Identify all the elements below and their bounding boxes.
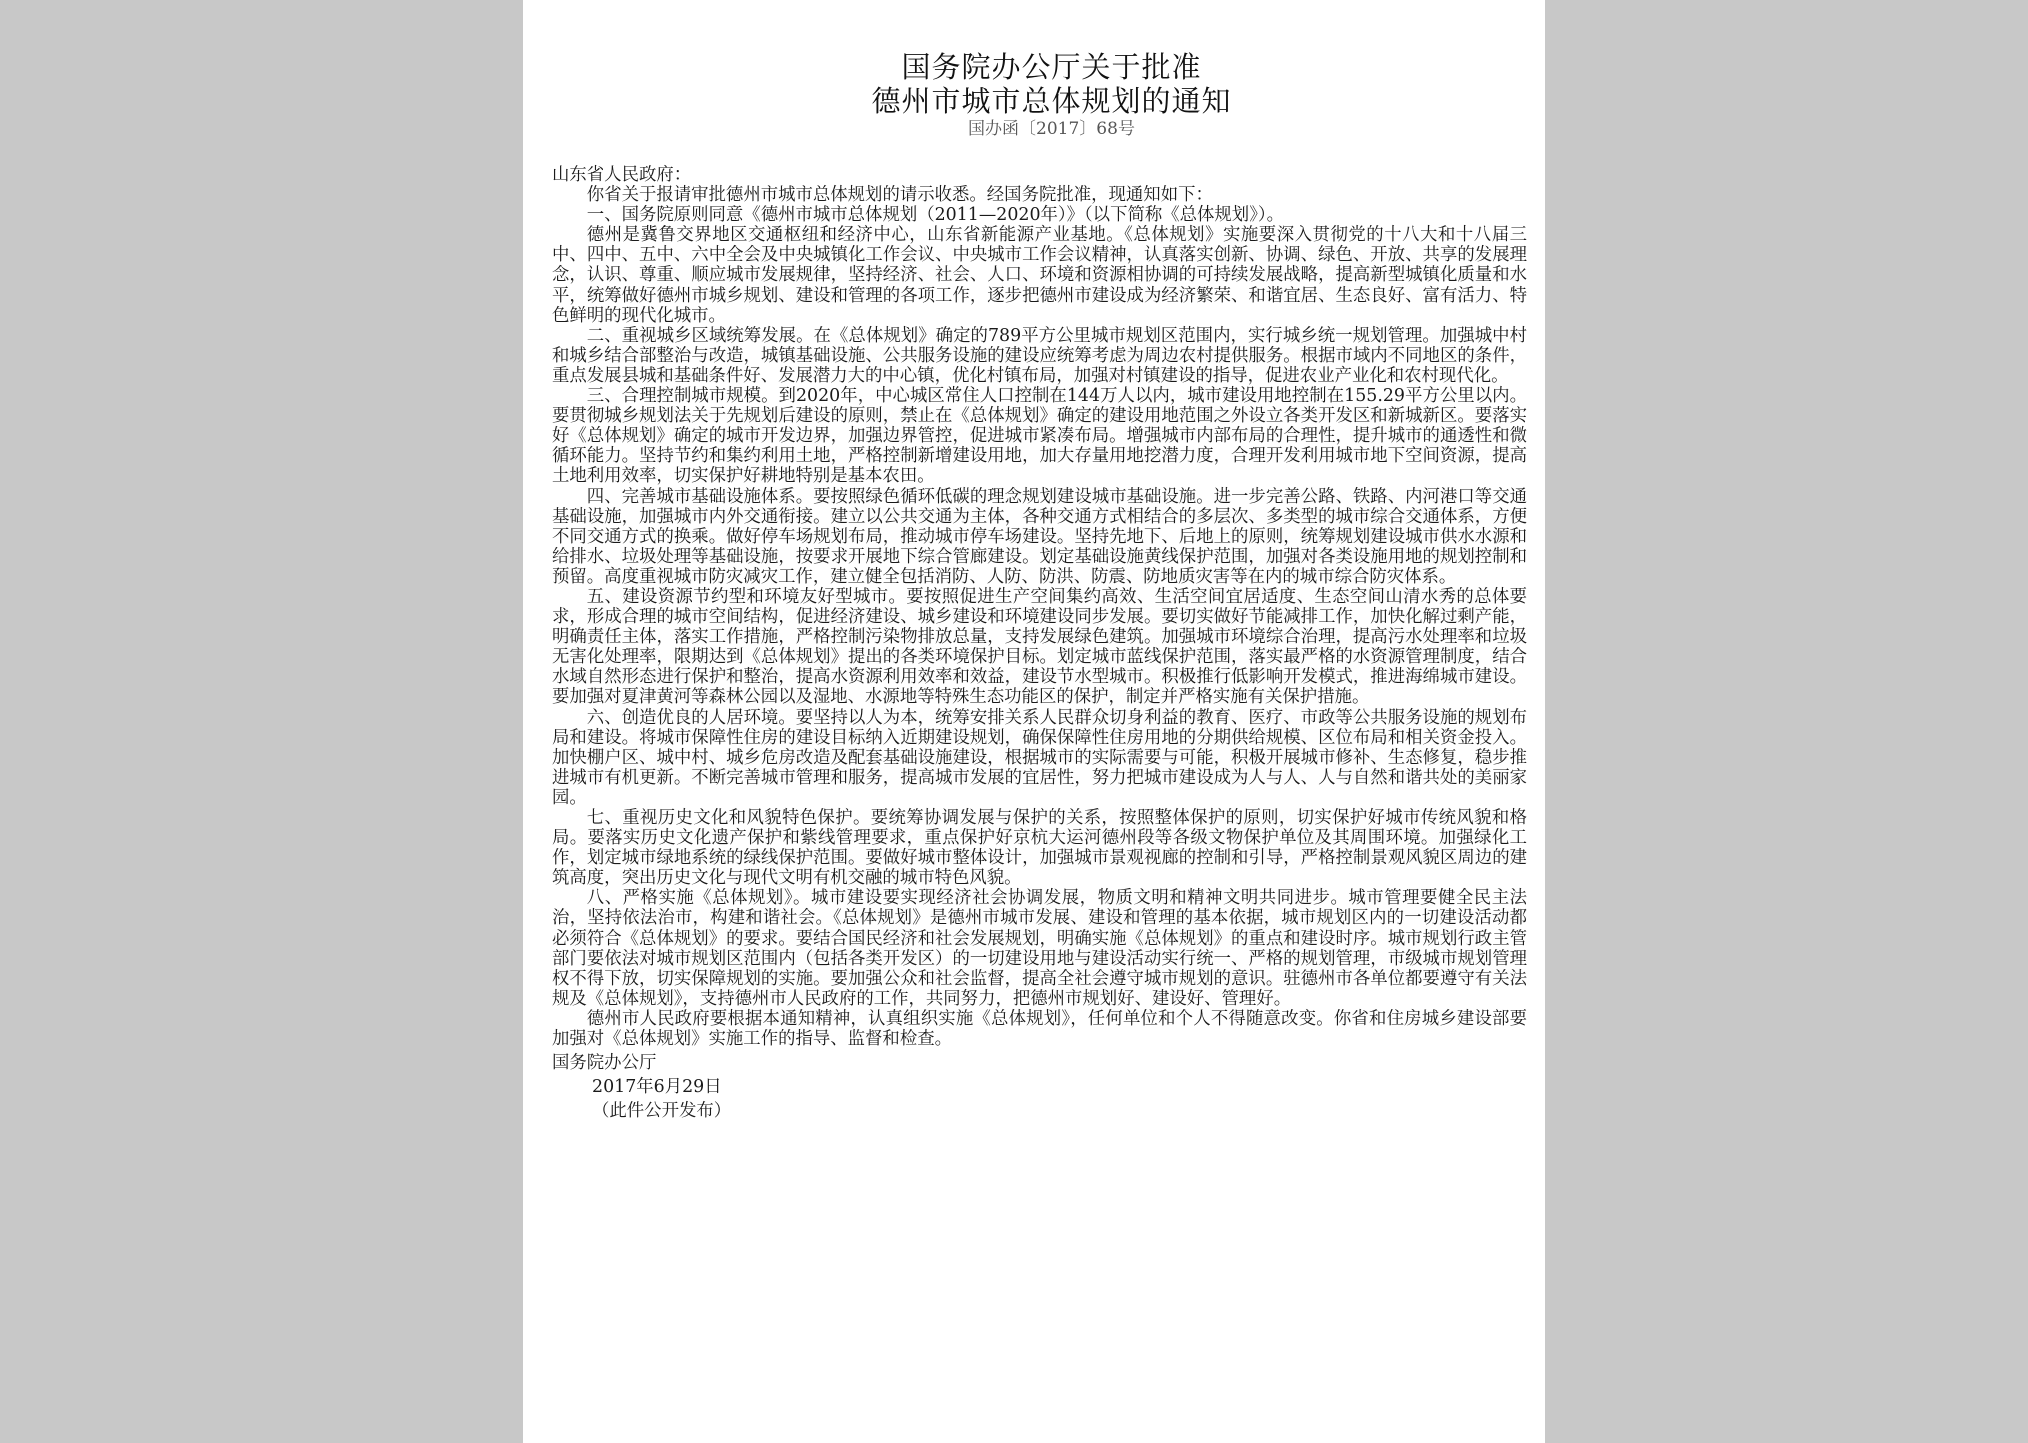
document-page xyxy=(523,0,1545,1443)
publication-note: （此件公开发布） xyxy=(592,1101,732,1122)
paragraph: 六、创造优良的人居环境。要坚持以人为本，统筹安排关系人民群众切身利益的教育、医疗、市政等公共服务设施的规划布局和建设。将城市保障性住房的建设目标纳入近期建设规划，确保保障性住房用地的分期供给规模、区位布局和相关资金投入。加快棚户区、城中村、城乡危房改造及配套基础设施建设，根据城市的实际需要与可能，积极开展城市修补、生态修复，稳步推进城市有机更新。不断完善城市管理和服务，提高城市发展的宜居性，努力把城市建设成为人与人、人与自然和谐共处的美丽家园。 xyxy=(552,707,1527,808)
paragraph: 七、重视历史文化和风貌特色保护。要统筹协调发展与保护的关系，按照整体保护的原则，切实保护好城市传统风貌和格局。要落实历史文化遗产保护和紫线管理要求，重点保护好京杭大运河德州段等各级文物保护单位及其周围环境。加强绿化工作，划定城市绿地系统的绿线保护范围。要做好城市整体设计，加强城市景观视廊的控制和引导，严格控制景观风貌区周边的建筑高度，突出历史文化与现代文明有机交融的城市特色风貌。 xyxy=(552,808,1527,889)
paragraph: 德州市人民政府要根据本通知精神，认真组织实施《总体规划》，任何单位和个人不得随意改变。你省和住房城乡建设部要加强对《总体规划》实施工作的指导、监督和检查。 xyxy=(552,1008,1527,1050)
document-body xyxy=(552,165,1527,1123)
salutation: 山东省人民政府： xyxy=(552,165,692,185)
title-line-2: 德州市城市总体规划的通知 xyxy=(871,84,1232,118)
paragraph: 你省关于报请审批德州市城市总体规划的请示收悉。经国务院批准，现通知如下： xyxy=(586,185,1213,206)
paragraph: 八、严格实施《总体规划》。城市建设要实现经济社会协调发展，物质文明和精神文明共同进步。城市管理要健全民主法治，坚持依法治市，构建和谐社会。《总体规划》是德州市城市发展、建设和管理的基本依据，城市规划区内的一切建设活动都必须符合《总体规划》的要求。要结合国民经济和社会发展规划，明确实施《总体规划》的重点和建设时序。城市规划行政主管部门要依法对城市规划区范围内（包括各类开发区）的一切建设用地与建设活动实行统一、严格的规划管理，市级城市规划管理权不得下放，切实保障规划的实施。要加强公众和社会监督，提高全社会遵守城市规划的意识。驻德州市各单位都要遵守有关法规及《总体规划》，支持德州市人民政府的工作，共同努力，把德州市规划好、建设好、管理好。 xyxy=(552,888,1527,1009)
paragraph: 二、重视城乡区域统筹发展。在《总体规划》确定的789平方公里城市规划区范围内，实行城乡统一规划管理。加强城中村和城乡结合部整治与改造，城镇基础设施、公共服务设施的建设应统筹考虑为周边农村提供服务。根据市域内不同地区的条件，重点发展县城和基础条件好、发展潜力大的中心镇，优化村镇布局，加强对村镇建设的指导，促进农业产业化和农村现代化。 xyxy=(552,325,1527,386)
paragraph: 五、建设资源节约型和环境友好型城市。要按照促进生产空间集约高效、生活空间宜居适度、生态空间山清水秀的总体要求，形成合理的城市空间结构，促进经济建设、城乡建设和环境建设同步发展。要切实做好节能减排工作，加快化解过剩产能，明确责任主体，落实工作措施，严格控制污染物排放总量，支持发展绿色建筑。加强城市环境综合治理，提高污水处理率和垃圾无害化处理率，限期达到《总体规划》提出的各类环境保护目标。划定城市蓝线保护范围，落实最严格的水资源管理制度，结合水域自然形态进行保护和整治，提高水资源利用效率和效益，建设节水型城市。积极推行低影响开发模式，推进海绵城市建设。要加强对夏津黄河等森林公园以及湿地、水源地等特殊生态功能区的保护，制定并严格实施有关保护措施。 xyxy=(552,586,1527,708)
paragraph: 四、完善城市基础设施体系。要按照绿色循环低碳的理念规划建设城市基础设施。进一步完善公路、铁路、内河港口等交通基础设施，加强城市内外交通衔接。建立以公共交通为主体，各种交通方式相结合的多层次、多类型的城市综合交通体系，方便不同交通方式的换乘。做好停车场规划布局，推动城市停车场建设。坚持先地下、后地上的原则，统筹规划建设城市供水水源和给排水、垃圾处理等基础设施，按要求开展地下综合管廊建设。划定基础设施黄线保护范围，加强对各类设施用地的规划控制和预留。高度重视城市防灾减灾工作，建立健全包括消防、人防、防洪、防震、防地质灾害等在内的城市综合防灾体系。 xyxy=(552,486,1527,587)
paragraph: 德州是冀鲁交界地区交通枢纽和经济中心，山东省新能源产业基地。《总体规划》实施要深入贯彻党的十八大和十八届三中、四中、五中、六中全会及中央城镇化工作会议、中央城市工作会议精神，认真落实创新、协调、绿色、开放、共享的发展理念，认识、尊重、顺应城市发展规律，坚持经济、社会、人口、环境和资源相协调的可持续发展战略，提高新型城镇化质量和水平，统筹做好德州市城乡规划、建设和管理的各项工作，逐步把德州市建设成为经济繁荣、和谐宜居、生态良好、富有活力、特色鲜明的现代化城市。 xyxy=(552,225,1527,326)
title-line-1: 国务院办公厅关于批准 xyxy=(901,50,1202,84)
paragraph: 一、国务院原则同意《德州市城市总体规划（2011—2020年）》（以下简称《总体规划》）。 xyxy=(586,205,1284,226)
issuer: 国务院办公厅 xyxy=(552,1053,657,1074)
paragraph: 三、合理控制城市规模。到2020年，中心城区常住人口控制在144万人以内，城市建设用地控制在155.29平方公里以内。要贯彻城乡规划法关于先规划后建设的原则，禁止在《总体规划》确定的建设用地范围之外设立各类开发区和新城新区。要落实好《总体规划》确定的城市开发边界，加强边界管控，促进城市紧凑布局。增强城市内部布局的合理性，提升城市的通透性和微循环能力。坚持节约和集约利用土地，严格控制新增建设用地，加大存量用地挖潜力度，合理开发利用城市地下空间资源，提高土地利用效率，切实保护好耕地特别是基本农田。 xyxy=(552,386,1527,487)
issue-date: 2017年6月29日 xyxy=(592,1077,722,1098)
document-number: 国办函〔2017〕68号 xyxy=(968,119,1135,139)
